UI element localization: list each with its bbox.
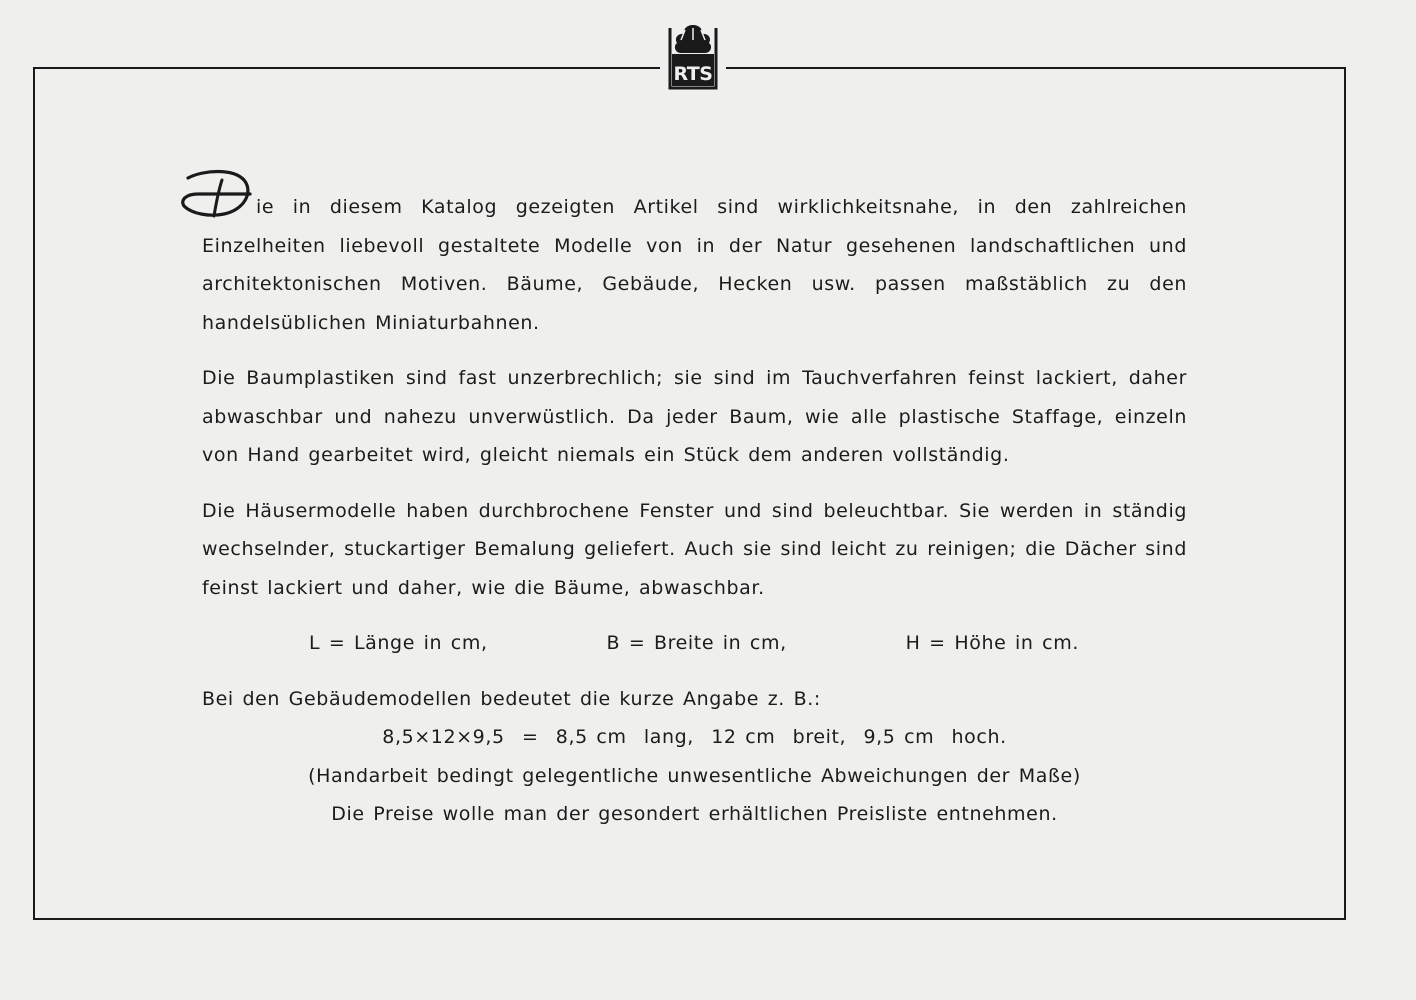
- legend-width: B = Breite in cm,: [606, 632, 787, 654]
- rts-logo: [660, 20, 726, 92]
- intro-paragraph-2: Die Baumplastiken sind fast unzerbrechlich; sie sind im Tauchverfahren feinst lackiert, daher abwaschbar und nahezu unverwüstlich. Da jeder Baum, wie alle plastische Staffage, einzeln von Hand gearbeitet wird, gleicht niemals ein Stück dem anderen vollständig.: [202, 367, 1187, 466]
- catalog-intro-text: [202, 188, 1187, 834]
- intro-paragraph-1: [202, 188, 1187, 342]
- tolerance-note: (Handarbeit bedingt gelegentliche unwesentliche Abweichungen der Maße): [308, 764, 1081, 787]
- tree-emblem-icon: [660, 20, 726, 92]
- example-formula: 8,5×12×9,5 = 8,5 cm lang, 12 cm breit, 9,5 cm hoch.: [382, 726, 1007, 748]
- example-intro: Bei den Gebäudemodellen bedeutet die kurze Angabe z. B.:: [202, 687, 821, 710]
- intro-paragraph-3: Die Häusermodelle haben durchbrochene Fenster und sind beleuchtbar. Sie werden in ständig wechselnder, stuckartiger Bemalung geliefert. Auch sie sind leicht zu reinigen; die Dächer sind feinst lackiert und daher, wie die Bäume, abwaschbar.: [202, 499, 1187, 599]
- legend-height: H = Höhe in cm.: [905, 632, 1079, 654]
- logo-text: RTS: [673, 63, 713, 85]
- legend-length: L = Länge in cm,: [309, 632, 488, 654]
- dimension-legend: [202, 624, 1187, 663]
- paragraph-1-text: ie in diesem Katalog gezeigten Artikel sind wirklichkeitsnahe, in den zahlreichen Einzelheiten liebevoll gestaltete Modelle von in der Natur gesehenen landschaftlichen und architektonischen Motiven. Bäume, Gebäude, Hecken usw. passen maßstäblich zu den handelsüblichen Miniaturbahnen.: [202, 196, 1187, 334]
- price-note: Die Preise wolle man der gesondert erhältlichen Preisliste entnehmen.: [331, 803, 1058, 825]
- dropcap-d: [178, 166, 258, 228]
